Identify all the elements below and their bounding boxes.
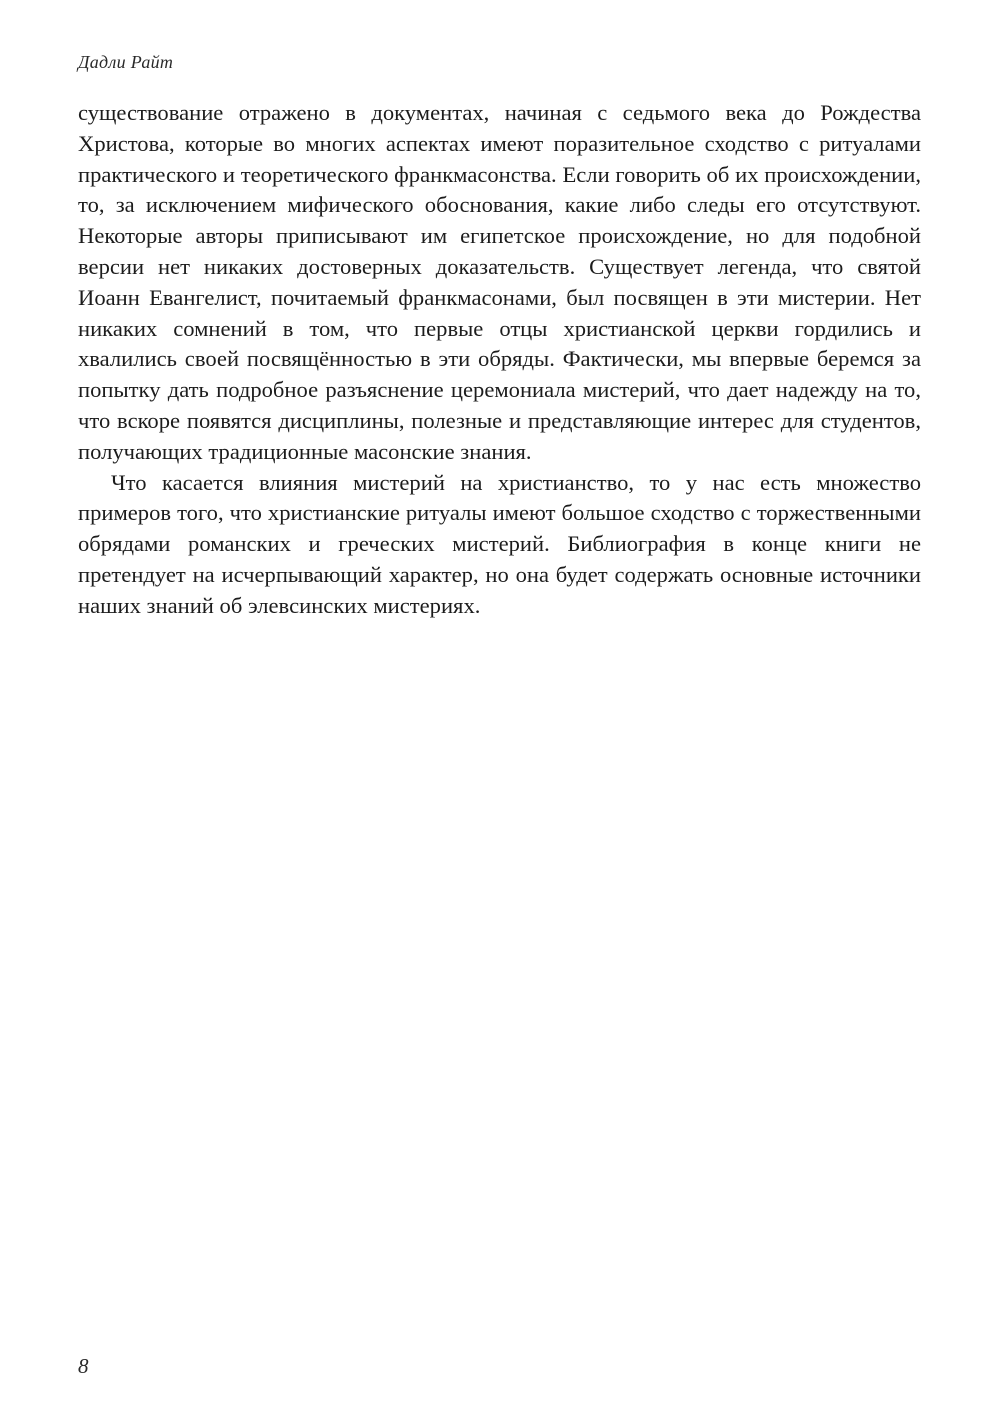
running-head: Дадли Райт bbox=[78, 52, 174, 72]
body-text bbox=[78, 98, 921, 622]
paragraph: Что касается влияния мистерий на христианство, то у нас есть множество примеров того, что христианские ритуалы имеют большое сходство с торжественными обрядами романских и греческих мистерий. Библиография в конце книги не претендует на исчерпывающий характер, но она будет содержать основные источники наших знаний об элевсинских мистериях. bbox=[78, 469, 921, 618]
paragraph-continuation: существование отражено в документах, начиная с седьмого века до Рождества Христова, которые во многих аспектах имеют поразительное сходство с ритуалами практического и теоретического франкмасонства. Если говорить об их происхождении, то, за исключением мифического обоснования, какие либо следы его отсутствуют. Некоторые авторы приписывают им египетское происхождение, но для подобной версии нет никаких достоверных доказательств. Существует легенда, что святой Иоанн Евангелист, почитаемый франкмасонами, был посвящен в эти мистерии. Нет никаких сомнений в том, что первые отцы христианской церкви гордились и хвалились своей посвящённостью в эти обряды. Фактически, мы впервые беремся за попытку дать подробное разъяснение церемониала мистерий, что дает надежду на то, что вскоре появятся дисциплины, полезные и представляющие интерес для студентов, получающих традиционные масонские знания. bbox=[78, 100, 921, 464]
page-number: 8 bbox=[78, 1354, 89, 1378]
